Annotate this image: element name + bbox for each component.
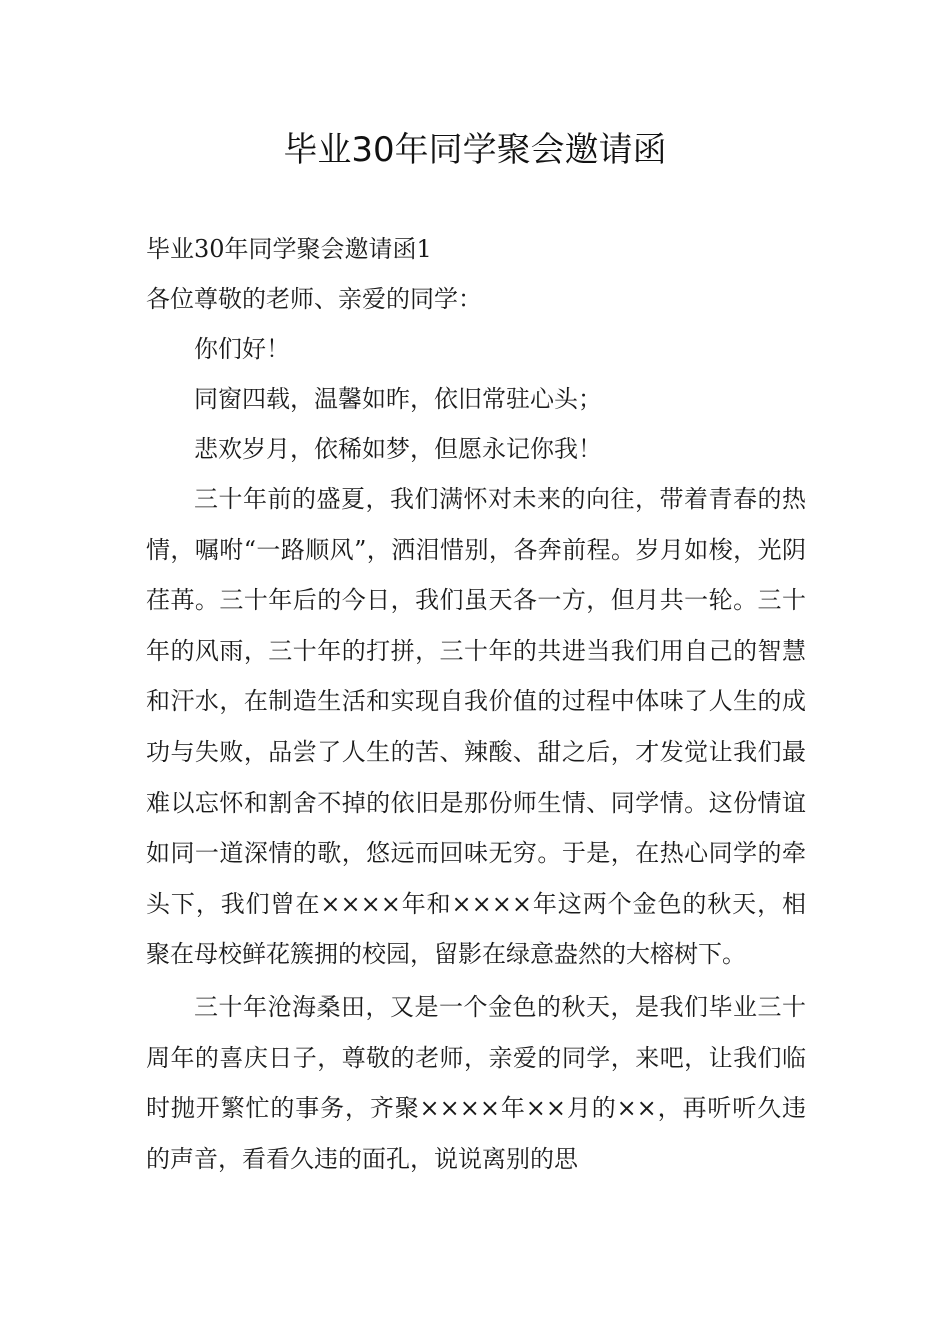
document-title: 毕业30年同学聚会邀请函 <box>283 130 667 170</box>
section-heading: 毕业30年同学聚会邀请函1 <box>146 235 432 263</box>
paragraph-1: 三十年前的盛夏，我们满怀对未来的向往，带着青春的热情，嘱咐“一路顺风”，洒泪惜别，各奔前程。岁月如梭，光阴荏苒。三十年后的今日，我们虽天各一方，但月共一轮。三十年的风雨，三十年的打拼，三十年的共进当我们用自己的智慧和汗水，在制造生活和实现自我价值的过程中体味了人生的成功与失败，品尝了人生的苦、辣酸、甜之后，才发觉让我们最难以忘怀和割舍不掉的依旧是那份师生情、同学情。这份情谊如同一道深情的歌，悠远而回味无穷。于是，在热心同学的牵头下，我们曾在××××年和××××年这两个金色的秋天，相聚在母校鲜花簇拥的校园，留影在绿意盎然的大榕树下。 <box>146 485 806 969</box>
verse-line-1: 同窗四载，温馨如昨，依旧常驻心头； <box>194 385 602 413</box>
document-body <box>146 224 806 1184</box>
salutation: 各位尊敬的老师、亲爱的同学： <box>146 285 482 313</box>
greeting: 你们好！ <box>194 335 290 363</box>
verse-line-2: 悲欢岁月，依稀如梦，但愿永记你我！ <box>194 435 602 463</box>
paragraph-2: 三十年沧海桑田，又是一个金色的秋天，是我们毕业三十周年的喜庆日子，尊敬的老师，亲爱的同学，来吧，让我们临时抛开繁忙的事务，齐聚××××年××月的××，再听听久违的声音，看看久违的面孔，说说离别的思 <box>146 992 806 1173</box>
